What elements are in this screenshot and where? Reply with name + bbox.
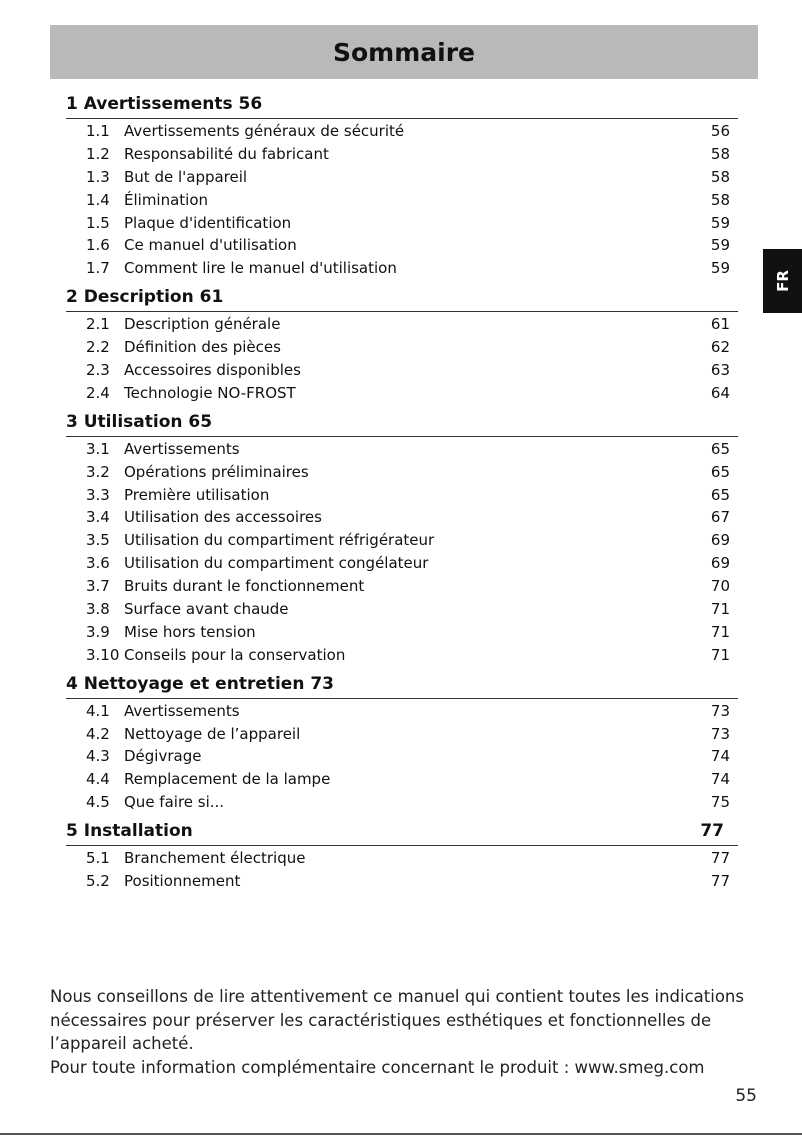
entry-label: Conseils pour la conservation	[124, 645, 346, 664]
section-heading[interactable]	[66, 408, 738, 437]
toc-entry[interactable]	[66, 359, 738, 382]
entry-label: Bruits durant le fonctionnement	[124, 577, 365, 596]
entry-label: Que faire si...	[124, 793, 225, 812]
section-heading[interactable]	[66, 283, 738, 312]
entry-label: Définition des pièces	[124, 338, 281, 357]
entry-page: 64	[710, 383, 730, 402]
entry-page: 65	[710, 485, 730, 504]
entry-page: 58	[710, 190, 730, 209]
entry-page: 58	[710, 144, 730, 163]
toc-entry[interactable]	[66, 745, 738, 768]
entry-number: 1.1	[86, 122, 110, 140]
entry-page: 71	[710, 600, 730, 619]
entry-label: Élimination	[124, 190, 209, 209]
entry-page: 62	[710, 338, 730, 357]
entry-label: Accessoires disponibles	[124, 361, 301, 380]
entry-label: Remplacement de la lampe	[124, 770, 331, 789]
entry-page: 59	[710, 236, 730, 255]
toc-entry[interactable]	[66, 313, 738, 336]
entry-number: 3.7	[86, 577, 110, 596]
entry-number: 3.4	[86, 508, 110, 527]
intro-paragraph: Nous conseillons de lire attentivement ce manuel qui contient toutes les indications nécessaires pour préserver les caractéristiques esthétiques et fonctionnelles de l’appareil acheté.	[50, 987, 744, 1053]
entry-page: 73	[710, 701, 730, 720]
section-entries	[66, 699, 738, 814]
section-heading-text: 3 Utilisation 65	[66, 411, 213, 432]
entry-label: Avertissements généraux de sécurité	[124, 122, 405, 140]
entry-label: Ce manuel d'utilisation	[124, 236, 297, 255]
toc-entry[interactable]	[66, 120, 738, 143]
entry-label: Utilisation du compartiment congélateur	[124, 554, 429, 573]
entry-label: Responsabilité du fabricant	[124, 144, 329, 163]
entry-number: 2.2	[86, 338, 110, 357]
title-bar	[50, 25, 758, 79]
toc-entry[interactable]	[66, 847, 738, 870]
entry-page: 65	[710, 462, 730, 481]
entry-label: Utilisation des accessoires	[124, 508, 322, 527]
entry-label: But de l'appareil	[124, 167, 248, 186]
entry-label: Opérations préliminaires	[124, 462, 309, 481]
footer-divider	[0, 1133, 802, 1135]
entry-label: Comment lire le manuel d'utilisation	[124, 259, 397, 278]
toc-entry[interactable]	[66, 552, 738, 575]
entry-number: 3.8	[86, 600, 110, 619]
entry-number: 3.1	[86, 439, 110, 458]
entry-number: 5.1	[86, 849, 110, 868]
entry-label: Mise hors tension	[124, 622, 256, 641]
toc-entry[interactable]	[66, 621, 738, 644]
entry-number: 3.10	[86, 645, 120, 664]
entry-page: 69	[710, 554, 730, 573]
entry-number: 3.3	[86, 485, 110, 504]
entry-label: Nettoyage de l’appareil	[124, 724, 301, 743]
entry-page: 69	[710, 531, 730, 550]
entry-number: 3.2	[86, 462, 110, 481]
entry-label: Technologie NO-FROST	[124, 383, 296, 402]
entry-number: 4.2	[86, 724, 110, 743]
toc-entry[interactable]	[66, 506, 738, 529]
entry-page: 74	[710, 770, 730, 789]
entry-number: 2.3	[86, 361, 110, 380]
entry-number: 2.4	[86, 383, 110, 402]
entry-label: Avertissements	[124, 439, 240, 458]
toc-section	[66, 283, 738, 405]
toc-entry[interactable]	[66, 189, 738, 212]
toc-entry[interactable]	[66, 257, 738, 280]
toc-entry[interactable]	[66, 438, 738, 461]
language-tab	[763, 249, 802, 313]
toc-entry[interactable]	[66, 700, 738, 723]
toc-entry[interactable]	[66, 870, 738, 893]
section-entries	[66, 119, 738, 280]
toc-section	[66, 670, 738, 814]
toc-entry[interactable]	[66, 723, 738, 746]
intro-info: Pour toute information complémentaire concernant le produit : www.smeg.com	[50, 1057, 705, 1077]
entry-label: Utilisation du compartiment réfrigérateur	[124, 531, 435, 550]
toc-entry[interactable]	[66, 529, 738, 552]
section-page-number: 77	[700, 821, 724, 842]
entry-number: 4.3	[86, 747, 110, 766]
toc-entry[interactable]	[66, 166, 738, 189]
section-entries	[66, 846, 738, 893]
entry-page: 58	[710, 167, 730, 186]
toc-entry[interactable]	[66, 644, 738, 667]
entry-page: 71	[710, 622, 730, 641]
toc-entry[interactable]	[66, 212, 738, 235]
entry-number: 1.4	[86, 190, 110, 209]
section-entries	[66, 312, 738, 405]
toc-entry[interactable]	[66, 336, 738, 359]
entry-number: 5.2	[86, 872, 110, 891]
section-heading-text: 2 Description 61	[66, 287, 224, 308]
section-heading-text: 1 Avertissements 56	[66, 94, 263, 114]
page-number: 55	[735, 1086, 757, 1106]
toc-section	[66, 408, 738, 667]
entry-page: 61	[710, 315, 730, 334]
intro-text	[50, 985, 760, 1079]
entry-number: 3.6	[86, 554, 110, 573]
entry-page: 71	[710, 645, 730, 664]
entry-page: 63	[710, 361, 730, 380]
entry-label: Avertissements	[124, 701, 240, 720]
entry-label: Dégivrage	[124, 747, 202, 766]
section-entries	[66, 437, 738, 667]
section-heading-text: 4 Nettoyage et entretien 73	[66, 673, 335, 694]
entry-page: 73	[710, 724, 730, 743]
toc-section	[66, 90, 738, 280]
toc-entry[interactable]	[66, 598, 738, 621]
entry-page: 59	[710, 213, 730, 232]
entry-label: Positionnement	[124, 872, 241, 891]
section-heading[interactable]	[66, 817, 738, 846]
toc-entry[interactable]	[66, 791, 738, 814]
entry-number: 3.5	[86, 531, 110, 550]
entry-page: 56	[710, 122, 730, 140]
page-title: Sommaire	[332, 37, 475, 67]
toc-section	[66, 817, 738, 893]
entry-label: Surface avant chaude	[124, 600, 289, 619]
entry-page: 77	[710, 849, 730, 868]
entry-number: 1.3	[86, 167, 110, 186]
entry-number: 2.1	[86, 315, 110, 334]
toc-entry[interactable]	[66, 143, 738, 166]
entry-label: Description générale	[124, 315, 281, 334]
toc-entry[interactable]	[66, 234, 738, 257]
toc-entry[interactable]	[66, 382, 738, 405]
entry-page: 74	[710, 747, 730, 766]
entry-page: 67	[710, 508, 730, 527]
entry-number: 1.7	[86, 259, 110, 278]
entry-label: Branchement électrique	[124, 849, 306, 868]
entry-page: 70	[710, 577, 730, 596]
entry-page: 59	[710, 259, 730, 278]
entry-number: 1.2	[86, 144, 110, 163]
toc-entry[interactable]	[66, 575, 738, 598]
entry-label: Plaque d'identification	[124, 213, 292, 232]
section-heading-text: 5 Installation	[66, 821, 193, 842]
entry-number: 3.9	[86, 622, 110, 641]
toc-entry[interactable]	[66, 768, 738, 791]
entry-number: 4.1	[86, 701, 110, 720]
entry-number: 1.6	[86, 236, 110, 255]
table-of-contents	[66, 90, 738, 896]
section-heading[interactable]	[66, 90, 738, 119]
language-tab-label: FR	[773, 270, 792, 292]
entry-number: 4.4	[86, 770, 110, 789]
entry-number: 1.5	[86, 213, 110, 232]
entry-page: 77	[710, 872, 730, 891]
entry-number: 4.5	[86, 793, 110, 812]
entry-page: 65	[710, 439, 730, 458]
entry-label: Première utilisation	[124, 485, 270, 504]
toc-entry[interactable]	[66, 461, 738, 484]
section-heading[interactable]	[66, 670, 738, 699]
toc-entry[interactable]	[66, 484, 738, 507]
entry-page: 75	[710, 793, 730, 812]
